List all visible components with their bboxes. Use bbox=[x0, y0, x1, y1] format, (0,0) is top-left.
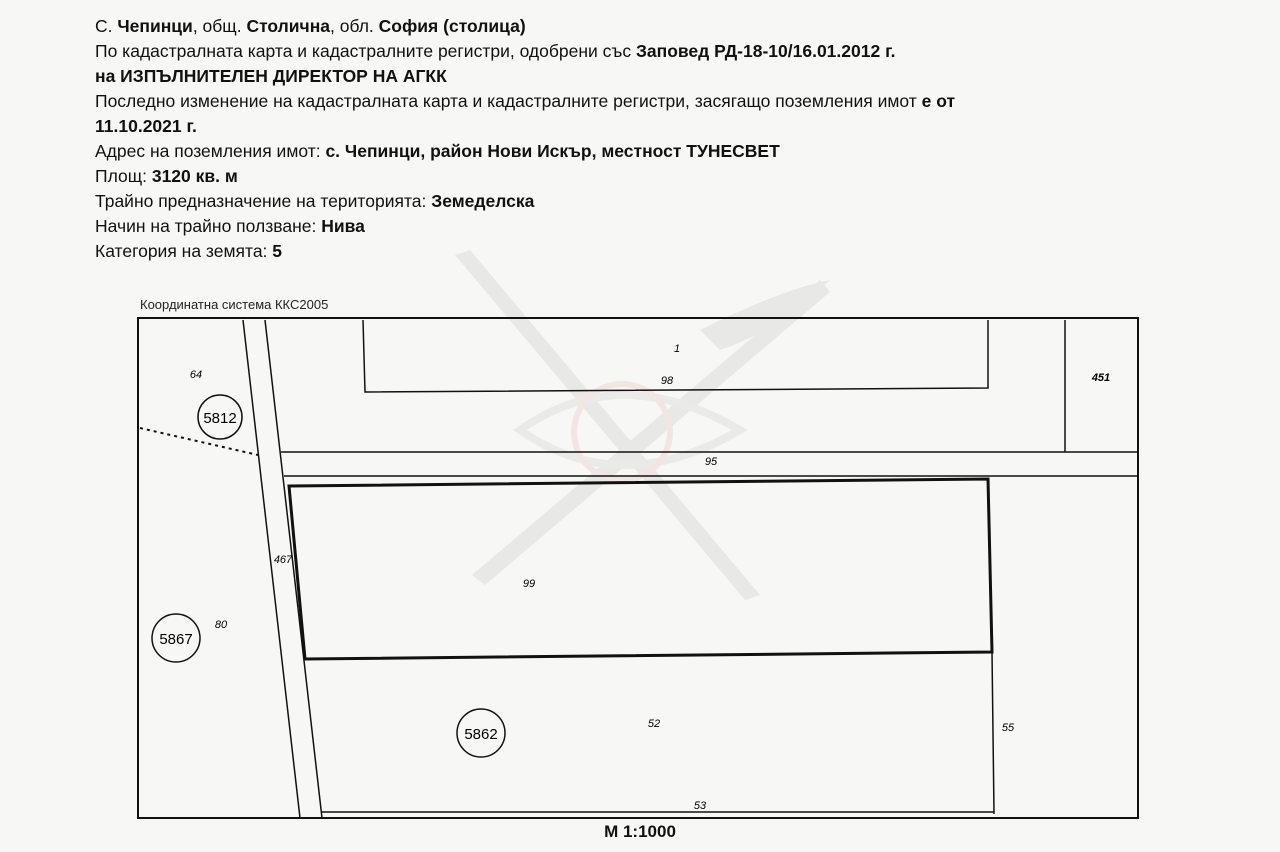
approval-order: Заповед РД-18-10/16.01.2012 г. bbox=[635, 41, 896, 61]
area-value: 3120 кв. м bbox=[151, 166, 238, 186]
parcel-55-border bbox=[992, 652, 994, 814]
municipality-prefix: , общ. bbox=[192, 16, 247, 36]
category-value: 5 bbox=[272, 241, 283, 261]
parcel-label-99: 99 bbox=[522, 578, 536, 590]
dotted-boundary bbox=[140, 428, 258, 455]
parcel-label-80: 80 bbox=[214, 619, 228, 631]
municipality-name: Столична bbox=[246, 16, 331, 36]
authority-name: на ИЗПЪЛНИТЕЛЕН ДИРЕКТОР НА АГКК bbox=[95, 66, 447, 86]
area-label: Площ: bbox=[95, 166, 152, 186]
address-label: Адрес на поземления имот: bbox=[95, 141, 326, 161]
parcel-1-border bbox=[363, 320, 988, 392]
parcel-label-64: 64 bbox=[189, 369, 203, 381]
parcel-label-55: 55 bbox=[1001, 722, 1015, 734]
watermark-emblem bbox=[455, 250, 830, 600]
coordinate-system-label: Координатна система ККС2005 bbox=[140, 297, 329, 312]
parcel-label-451: 451 bbox=[1091, 372, 1111, 384]
category-label: Категория на земята: bbox=[95, 241, 273, 261]
map-scale: М 1:1000 bbox=[604, 822, 676, 841]
zone-number-5862: 5862 bbox=[464, 726, 498, 743]
zone-number-5812: 5812 bbox=[203, 410, 237, 427]
approval-text: По кадастралната карта и кадастралните регистри, одобрени със bbox=[95, 41, 636, 61]
village-prefix: С. bbox=[95, 16, 118, 36]
usage-label: Начин на трайно ползване: bbox=[95, 216, 322, 236]
last-change-date: 11.10.2021 г. bbox=[95, 116, 197, 136]
road-467-left-edge bbox=[243, 320, 300, 818]
purpose-label: Трайно предназначение на територията: bbox=[95, 191, 432, 211]
last-change-bold: е от bbox=[921, 91, 956, 111]
purpose-value: Земеделска bbox=[431, 191, 535, 211]
village-name: Чепинци bbox=[117, 16, 193, 36]
parcel-label-467: 467 bbox=[273, 554, 293, 566]
parcel-label-52: 52 bbox=[647, 718, 661, 730]
parcel-label-98: 98 bbox=[660, 375, 674, 387]
parcel-label-95: 95 bbox=[704, 456, 718, 468]
usage-value: Нива bbox=[321, 216, 365, 236]
region-prefix: , обл. bbox=[330, 16, 379, 36]
region-name: София (столица) bbox=[378, 16, 526, 36]
road-467-right-edge bbox=[265, 320, 322, 818]
parcel-99-border bbox=[289, 479, 992, 659]
last-change-text: Последно изменение на кадастралната карта и кадастралните регистри, засягащо поземления имот bbox=[95, 91, 922, 111]
parcel-label-53: 53 bbox=[693, 800, 707, 812]
address-value: с. Чепинци, район Нови Искър, местност ТУНЕСВЕТ bbox=[325, 141, 780, 161]
parcel-label-1: 1 bbox=[673, 343, 681, 355]
zone-number-5867: 5867 bbox=[159, 631, 193, 648]
